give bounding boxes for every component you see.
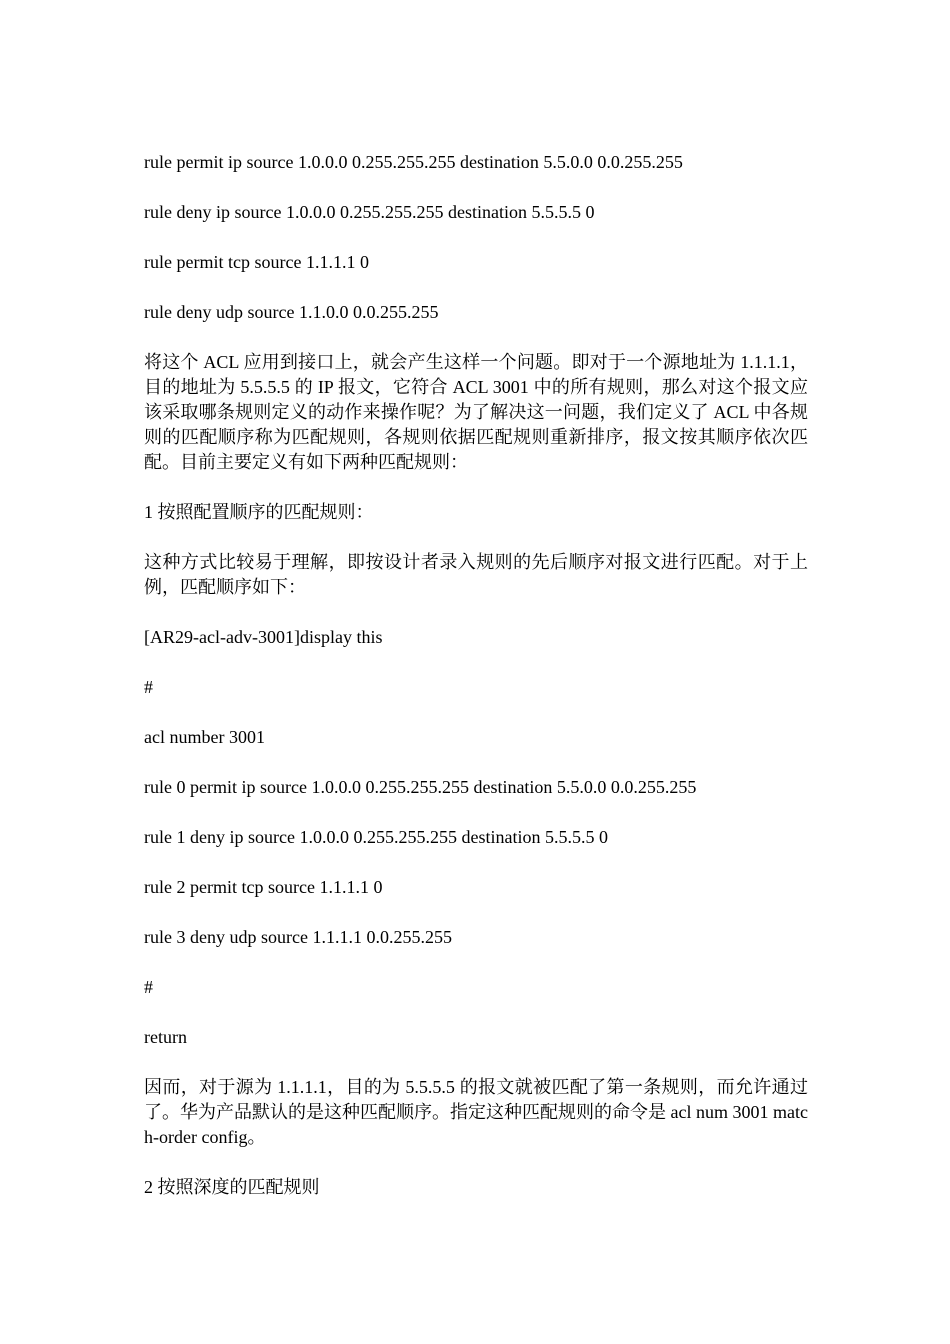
body-paragraph: 将这个 ACL 应用到接口上，就会产生这样一个问题。即对于一个源地址为 1.1.1.1，目的地址为 5.5.5.5 的 IP 报文，它符合 ACL 3001 中的所有规则，那么对这个报文应该采取哪条规则定义的动作来操作呢？为了解决这一问题，我们定义了 ACL 中各规则的匹配顺序称为匹配规则，各规则依据匹配规则重新排序，报文按其顺序依次匹配。目前主要定义有如下两种匹配规则： [144, 352, 808, 472]
config-line: [AR29-acl-adv-3001]display this [144, 627, 383, 647]
section-heading: 1 按照配置顺序的匹配规则： [144, 502, 374, 522]
config-line: rule deny ip source 1.0.0.0 0.255.255.255 destination 5.5.5.5 0 [144, 202, 595, 222]
config-line: rule 1 deny ip source 1.0.0.0 0.255.255.255 destination 5.5.5.5 0 [144, 827, 608, 847]
body-paragraph: 因而，对于源为 1.1.1.1，目的为 5.5.5.5 的报文就被匹配了第一条规则，而允许通过了。华为产品默认的是这种匹配顺序。指定这种匹配规则的命令是 acl num 3001 match-order config。 [144, 1077, 808, 1147]
config-line: rule permit ip source 1.0.0.0 0.255.255.255 destination 5.5.0.0 0.0.255.255 [144, 152, 683, 172]
config-line: rule 0 permit ip source 1.0.0.0 0.255.255.255 destination 5.5.0.0 0.0.255.255 [144, 777, 697, 797]
config-line: rule 3 deny udp source 1.1.1.1 0.0.255.255 [144, 927, 452, 947]
config-line: rule 2 permit tcp source 1.1.1.1 0 [144, 877, 383, 897]
config-line: # [144, 977, 153, 997]
config-line: return [144, 1027, 187, 1047]
config-line: # [144, 677, 153, 697]
config-line: rule deny udp source 1.1.0.0 0.0.255.255 [144, 302, 439, 322]
body-paragraph: 这种方式比较易于理解，即按设计者录入规则的先后顺序对报文进行匹配。对于上例，匹配顺序如下： [144, 552, 808, 597]
config-line: rule permit tcp source 1.1.1.1 0 [144, 252, 369, 272]
section-heading: 2 按照深度的匹配规则 [144, 1177, 320, 1197]
config-line: acl number 3001 [144, 727, 265, 747]
document-page [144, 150, 808, 1225]
